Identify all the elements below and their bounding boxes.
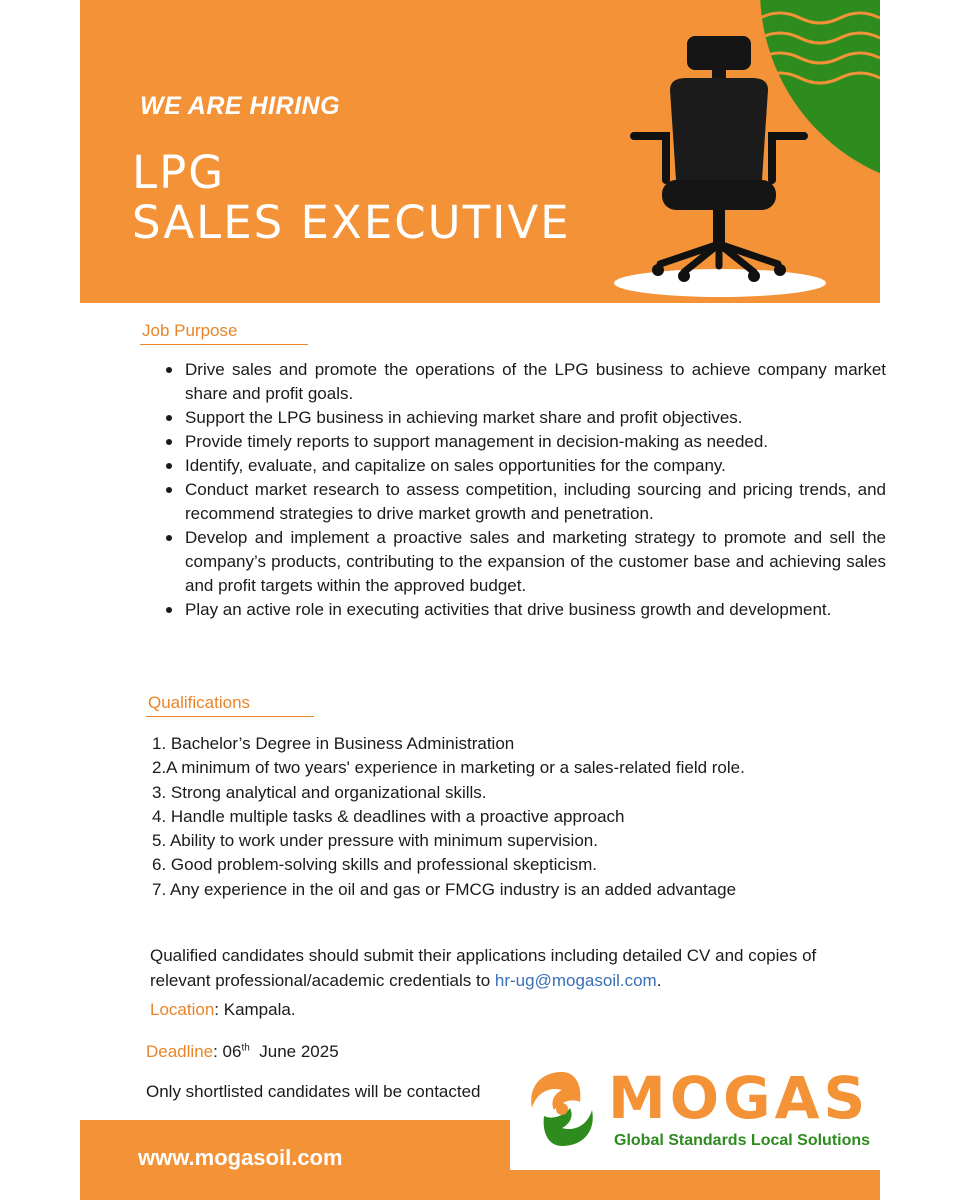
mogas-logo-icon [520,1064,604,1154]
logo-wordmark: MOGAS [608,1064,870,1132]
location-line [150,1000,296,1020]
location-value: : Kampala. [214,1000,296,1019]
list-item: 1. Bachelor’s Degree in Business Administration [152,734,515,753]
list-item: Develop and implement a proactive sales and marketing strategy to promote and sell the company’s products, contributing to the expansion of the customer base and achieving sales and profit targets within the approved budget. [160,526,886,598]
list-item: Play an active role in executing activities that drive business growth and development. [160,598,886,622]
deadline-day: : 06 [213,1042,242,1061]
list-item: 6. Good problem-solving skills and professional skepticism. [152,855,598,875]
shortlist-note: Only shortlisted candidates will be contacted [146,1082,481,1101]
location-label: Location [150,1000,215,1019]
list-item: 4. Handle multiple tasks & deadlines with a proactive approach [152,806,625,826]
deadline-month-year: June 2025 [249,1042,339,1061]
list-item: 5. Ability to work under pressure with minimum supervision. [152,831,598,851]
application-instructions [150,943,850,993]
list-item: Identify, evaluate, and capitalize on sales opportunities for the company. [160,454,886,478]
application-end: . [656,971,662,990]
office-chair-icon [600,30,830,300]
job-title-line2: SALES EXECUTIVE [132,196,571,249]
job-purpose-heading: Job Purpose [142,321,238,340]
email-link[interactable]: hr-ug@mogasoil.com [494,971,657,990]
deadline-suffix: th [241,1042,250,1054]
list-item: Provide timely reports to support management in decision-making as needed. [160,430,886,454]
qualifications-list [152,732,745,902]
we-are-hiring: WE ARE HIRING [140,92,341,120]
job-purpose-underline [140,344,308,345]
list-item: Conduct market research to assess competition, including sourcing and pricing trends, and recommend strategies to drive market growth and penetration. [160,478,886,526]
list-item: Support the LPG business in achieving market share and profit objectives. [160,406,886,430]
deadline-line [146,1042,339,1062]
left-margin [0,0,80,1200]
list-item: Drive sales and promote the operations of the LPG business to achieve company market share and profit goals. [160,358,886,406]
list-item: 7. Any experience in the oil and gas or FMCG industry is an added advantage [152,879,737,899]
application-text: Qualified candidates should submit their applications including detailed CV and copies of relevant professional/academic credentials to [150,946,817,990]
deadline-label: Deadline [146,1042,214,1061]
job-title-line1: LPG [132,146,226,199]
list-item: 2.A minimum of two years' experience in marketing or a sales-related field role. [152,758,745,778]
list-item: 3. Strong analytical and organizational skills. [152,782,487,802]
job-purpose-list [160,358,886,622]
qualifications-heading: Qualifications [148,693,251,712]
logo-tagline: Global Standards Local Solutions [614,1132,871,1149]
qualifications-underline [146,716,314,717]
website-link[interactable]: www.mogasoil.com [138,1145,343,1170]
